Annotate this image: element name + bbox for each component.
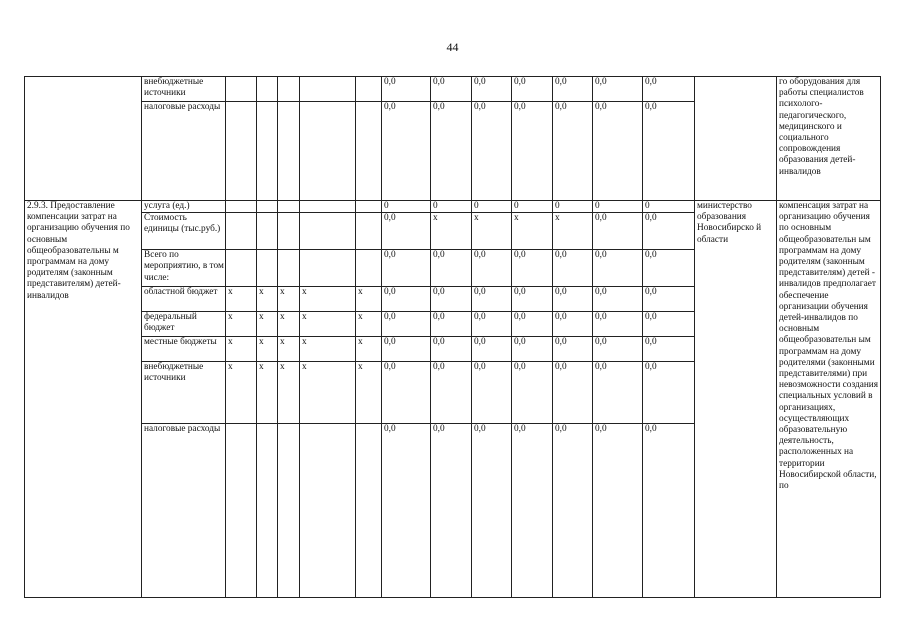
code-cell — [278, 77, 300, 102]
amount-cell: 0,0 — [431, 424, 472, 598]
amount-cell: 0,0 — [643, 337, 695, 362]
budget-source-label: услуга (ед.) — [142, 201, 226, 213]
code-cell: x — [300, 362, 356, 424]
amount-cell: 0,0 — [553, 250, 593, 287]
amount-cell: 0,0 — [593, 250, 643, 287]
amount-cell: 0,0 — [512, 312, 553, 337]
code-cell: x — [226, 337, 257, 362]
code-cell — [226, 213, 257, 250]
code-cell: x — [257, 287, 278, 312]
amount-cell: 0,0 — [553, 312, 593, 337]
code-cell: x — [257, 362, 278, 424]
code-cell — [356, 424, 382, 598]
code-cell — [257, 102, 278, 201]
amount-cell: 0,0 — [512, 102, 553, 201]
amount-cell: 0,0 — [382, 102, 431, 201]
code-cell: x — [278, 287, 300, 312]
amount-cell: 0,0 — [512, 362, 553, 424]
amount-cell: 0,0 — [472, 424, 512, 598]
code-cell: x — [356, 287, 382, 312]
amount-cell: 0 — [553, 201, 593, 213]
code-cell — [226, 250, 257, 287]
amount-cell: x — [512, 213, 553, 250]
amount-cell: x — [472, 213, 512, 250]
amount-cell: 0,0 — [553, 362, 593, 424]
amount-cell: 0,0 — [512, 250, 553, 287]
amount-cell: 0 — [382, 201, 431, 213]
amount-cell: 0,0 — [472, 337, 512, 362]
code-cell — [300, 424, 356, 598]
code-cell: x — [300, 287, 356, 312]
measure-title-cell — [25, 77, 142, 201]
code-cell: x — [226, 312, 257, 337]
amount-cell: 0,0 — [553, 424, 593, 598]
code-cell — [278, 201, 300, 213]
amount-cell: 0,0 — [382, 250, 431, 287]
code-cell — [257, 77, 278, 102]
amount-cell: 0 — [643, 201, 695, 213]
code-cell — [300, 213, 356, 250]
code-cell — [356, 102, 382, 201]
budget-source-label: местные бюджеты — [142, 337, 226, 362]
amount-cell: x — [431, 213, 472, 250]
code-cell: x — [300, 312, 356, 337]
amount-cell: 0,0 — [472, 250, 512, 287]
budget-source-label: Стоимость единицы (тыс.руб.) — [142, 213, 226, 250]
page-number: 44 — [446, 40, 459, 54]
code-cell — [257, 201, 278, 213]
code-cell — [257, 424, 278, 598]
program-table — [24, 76, 881, 598]
amount-cell: 0,0 — [382, 287, 431, 312]
amount-cell: 0,0 — [643, 213, 695, 250]
amount-cell: 0,0 — [593, 337, 643, 362]
code-cell — [300, 77, 356, 102]
amount-cell: 0,0 — [593, 287, 643, 312]
amount-cell: 0,0 — [472, 362, 512, 424]
table-row — [25, 77, 881, 102]
measure-title-cell: 2.9.3. Предоставление компенсации затрат на организацию обучения по основным общеобразовательны м программам на дому родителям (законным представителям) детей-инвалидов — [25, 201, 142, 598]
code-cell — [226, 102, 257, 201]
amount-cell: 0,0 — [382, 337, 431, 362]
code-cell: x — [278, 312, 300, 337]
amount-cell: 0,0 — [431, 77, 472, 102]
amount-cell: 0,0 — [643, 362, 695, 424]
amount-cell: 0,0 — [431, 250, 472, 287]
code-cell: x — [356, 362, 382, 424]
executor-cell — [695, 77, 777, 201]
amount-cell: 0,0 — [553, 287, 593, 312]
budget-source-label: налоговые расходы — [142, 102, 226, 201]
code-cell — [257, 250, 278, 287]
amount-cell: 0,0 — [431, 312, 472, 337]
code-cell — [257, 213, 278, 250]
budget-source-label: областной бюджет — [142, 287, 226, 312]
amount-cell: 0,0 — [593, 102, 643, 201]
code-cell: x — [356, 337, 382, 362]
amount-cell: 0,0 — [382, 312, 431, 337]
budget-source-label: налоговые расходы — [142, 424, 226, 598]
amount-cell: 0,0 — [553, 77, 593, 102]
code-cell: x — [300, 337, 356, 362]
amount-cell: 0,0 — [643, 424, 695, 598]
amount-cell: 0,0 — [643, 287, 695, 312]
amount-cell: 0,0 — [431, 102, 472, 201]
amount-cell: 0,0 — [431, 362, 472, 424]
code-cell — [278, 102, 300, 201]
code-cell: x — [257, 312, 278, 337]
budget-source-label: внебюджетные источники — [142, 77, 226, 102]
amount-cell: 0,0 — [593, 312, 643, 337]
code-cell — [356, 77, 382, 102]
amount-cell: 0,0 — [431, 287, 472, 312]
result-cell: го оборудования для работы специалистов психолого-педагогического, медицинского и социального сопровождения образования детей-инвалидов — [777, 77, 881, 201]
amount-cell: x — [553, 213, 593, 250]
amount-cell: 0,0 — [431, 337, 472, 362]
code-cell: x — [226, 287, 257, 312]
amount-cell: 0 — [593, 201, 643, 213]
amount-cell: 0,0 — [553, 102, 593, 201]
amount-cell: 0,0 — [593, 77, 643, 102]
budget-source-label: Всего по мероприятию, в том числе: — [142, 250, 226, 287]
amount-cell: 0,0 — [593, 213, 643, 250]
amount-cell: 0,0 — [643, 312, 695, 337]
amount-cell: 0,0 — [593, 362, 643, 424]
code-cell — [278, 213, 300, 250]
code-cell — [226, 424, 257, 598]
amount-cell: 0,0 — [382, 362, 431, 424]
amount-cell: 0,0 — [512, 77, 553, 102]
amount-cell: 0,0 — [512, 287, 553, 312]
amount-cell: 0,0 — [512, 424, 553, 598]
amount-cell: 0,0 — [512, 337, 553, 362]
amount-cell: 0,0 — [643, 250, 695, 287]
code-cell: x — [278, 362, 300, 424]
code-cell — [300, 250, 356, 287]
code-cell — [278, 424, 300, 598]
code-cell: x — [257, 337, 278, 362]
table-row — [25, 201, 881, 213]
result-cell: компенсация затрат на организацию обучения по основным общеобразовательн ым программам на дому родителям (законным представителям) детей - инвалидов предполагает обеспечение организации обучения детей-инвалидов по основным общеобразовательн ым программам на дому родителями (законными представителями) при невозможности создания специальных условий в организациях, осуществляющих образовательную деятельность, расположенных на территории Новосибирской области, по — [777, 201, 881, 598]
code-cell — [226, 201, 257, 213]
amount-cell: 0,0 — [472, 312, 512, 337]
amount-cell: 0,0 — [643, 77, 695, 102]
code-cell — [300, 201, 356, 213]
amount-cell: 0 — [512, 201, 553, 213]
amount-cell: 0 — [472, 201, 512, 213]
code-cell — [226, 77, 257, 102]
code-cell — [356, 250, 382, 287]
amount-cell: 0,0 — [382, 77, 431, 102]
amount-cell: 0,0 — [643, 102, 695, 201]
code-cell: x — [278, 337, 300, 362]
amount-cell: 0,0 — [382, 424, 431, 598]
amount-cell: 0,0 — [472, 287, 512, 312]
code-cell: x — [356, 312, 382, 337]
amount-cell: 0,0 — [553, 337, 593, 362]
amount-cell: 0,0 — [472, 102, 512, 201]
executor-cell: министерство образования Новосибирско й области — [695, 201, 777, 598]
code-cell — [356, 213, 382, 250]
budget-source-label: федеральный бюджет — [142, 312, 226, 337]
amount-cell: 0,0 — [382, 213, 431, 250]
amount-cell: 0 — [431, 201, 472, 213]
code-cell — [300, 102, 356, 201]
code-cell — [356, 201, 382, 213]
code-cell: x — [226, 362, 257, 424]
amount-cell: 0,0 — [593, 424, 643, 598]
code-cell — [278, 250, 300, 287]
amount-cell: 0,0 — [472, 77, 512, 102]
budget-source-label: внебюджетные источники — [142, 362, 226, 424]
